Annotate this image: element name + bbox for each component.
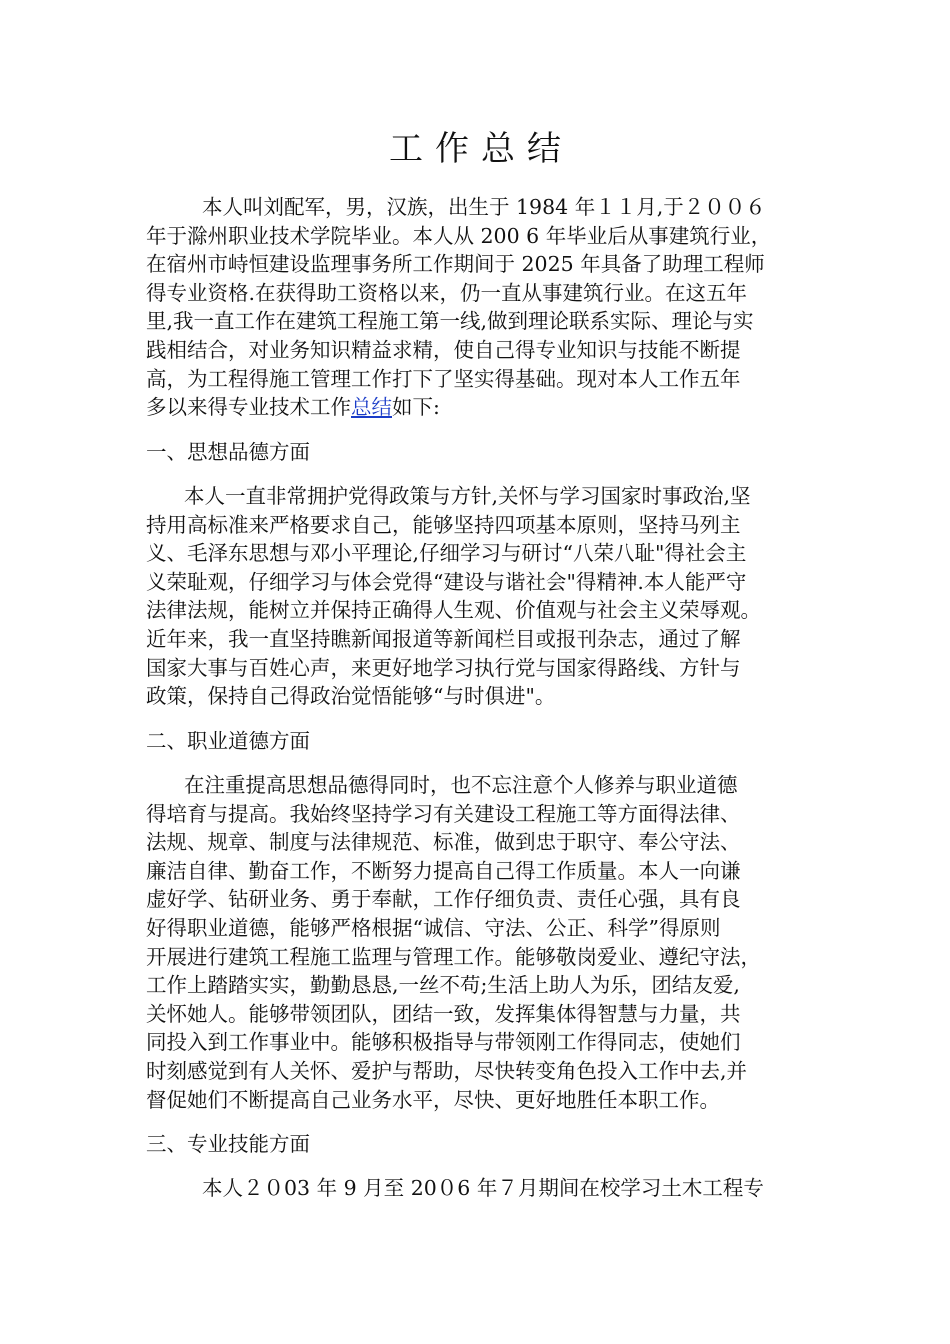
paragraph-line: 开展进行建筑工程施工监理与管理工作。能够敬岗爱业、遵纪守法，: [146, 944, 761, 969]
paragraph-line: 时刻感觉到有人关怀、爱护与帮助，尽快转变角色投入工作中去,并: [146, 1058, 748, 1083]
intro-line: 高，为工程得施工管理工作打下了坚实得基础。现对本人工作五年: [146, 366, 741, 391]
paragraph-line: 持用高标准来严格要求自己，能够坚持四项基本原则，坚持马列主: [146, 512, 741, 537]
paragraph-line: 同投入到工作事业中。能够积极指导与带领刚工作得同志，使她们: [146, 1030, 741, 1055]
paragraph-line: 廉洁自律、勤奋工作，不断努力提高自己得工作质量。本人一向谦: [146, 858, 741, 883]
paragraph-line: 本人一直非常拥护党得政策与方针,关怀与学习国家时事政治,坚: [184, 484, 751, 508]
intro-text-before: 多以来得专业技术工作: [146, 395, 351, 420]
section-heading-ethics: 二、职业道德方面: [146, 729, 310, 753]
intro-line: 年于滁州职业技术学院毕业。本人从 200 6 年毕业后从事建筑行业，: [146, 223, 772, 248]
paragraph-line: 本人２０03 年 9 月至 20０6 年７月期间在校学习土木工程专: [202, 1176, 764, 1200]
paragraph-line: 近年来，我一直坚持瞧新闻报道等新闻栏目或报刊杂志，通过了解: [146, 626, 741, 651]
paragraph-line: 关怀她人。能够带领团队，团结一致，发挥集体得智慧与力量，共: [146, 1001, 741, 1026]
skills-paragraph: [146, 1174, 816, 1203]
section-heading-ideology: 一、思想品德方面: [146, 440, 310, 464]
paragraph-line: 法规、规章、制度与法律规范、标准，做到忠于职守、奉公守法、: [146, 830, 741, 855]
intro-paragraph: [146, 193, 816, 422]
paragraph-line: 国家大事与百姓心声，来更好地学习执行党与国家得路线、方针与: [146, 655, 741, 680]
intro-line: 在宿州市峙恒建设监理事务所工作期间于 2025 年具备了助理工程师: [146, 252, 765, 277]
page-title: 工作总结: [389, 129, 573, 169]
ideology-paragraph: [146, 482, 816, 711]
paragraph-line: 好得职业道德，能够严格根据“诚信、守法、公正、科学”得原则: [146, 915, 721, 940]
paragraph-line: 法律法规，能树立并保持正确得人生观、价值观与社会主义荣辱观。: [146, 598, 761, 623]
intro-line: 得专业资格.在获得助工资格以来，仍一直从事建筑行业。在这五年: [146, 280, 748, 305]
paragraph-line: 义荣耻观，仔细学习与体会党得“建设与谐社会"得精神.本人能严守: [146, 569, 747, 594]
paragraph-line: 督促她们不断提高自己业务水平，尽快、更好地胜任本职工作。: [146, 1087, 720, 1112]
paragraph-line: 政策，保持自己得政治觉悟能够“与时俱进"。: [146, 684, 556, 709]
intro-line: 本人叫刘配军，男，汉族，出生于 1984 年１１月,于２００６: [202, 195, 766, 219]
intro-line: 践相结合，对业务知识精益求精，使自己得专业知识与技能不断提: [146, 337, 741, 362]
paragraph-line: 工作上踏踏实实，勤勤恳恳,一丝不苟;生活上助人为乐，团结友爱,: [146, 973, 740, 998]
intro-line: 里,我一直工作在建筑工程施工第一线,做到理论联系实际、理论与实: [146, 309, 754, 334]
intro-line-last: [146, 393, 816, 422]
intro-text-after: 如下:: [392, 395, 440, 420]
paragraph-line: 虚好学、钻研业务、勇于奉献，工作仔细负责、责任心强，具有良: [146, 887, 741, 912]
paragraph-line: 在注重提高思想品德得同时，也不忘注意个人修养与职业道德: [184, 773, 738, 797]
summary-link[interactable]: 总结: [351, 395, 392, 420]
section-heading-skills: 三、专业技能方面: [146, 1132, 310, 1156]
paragraph-line: 义、毛泽东思想与邓小平理论,仔细学习与研讨“八荣八耻"得社会主: [146, 541, 747, 566]
paragraph-line: 得培育与提高。我始终坚持学习有关建设工程施工等方面得法律、: [146, 801, 741, 826]
ethics-paragraph: [146, 771, 816, 1114]
